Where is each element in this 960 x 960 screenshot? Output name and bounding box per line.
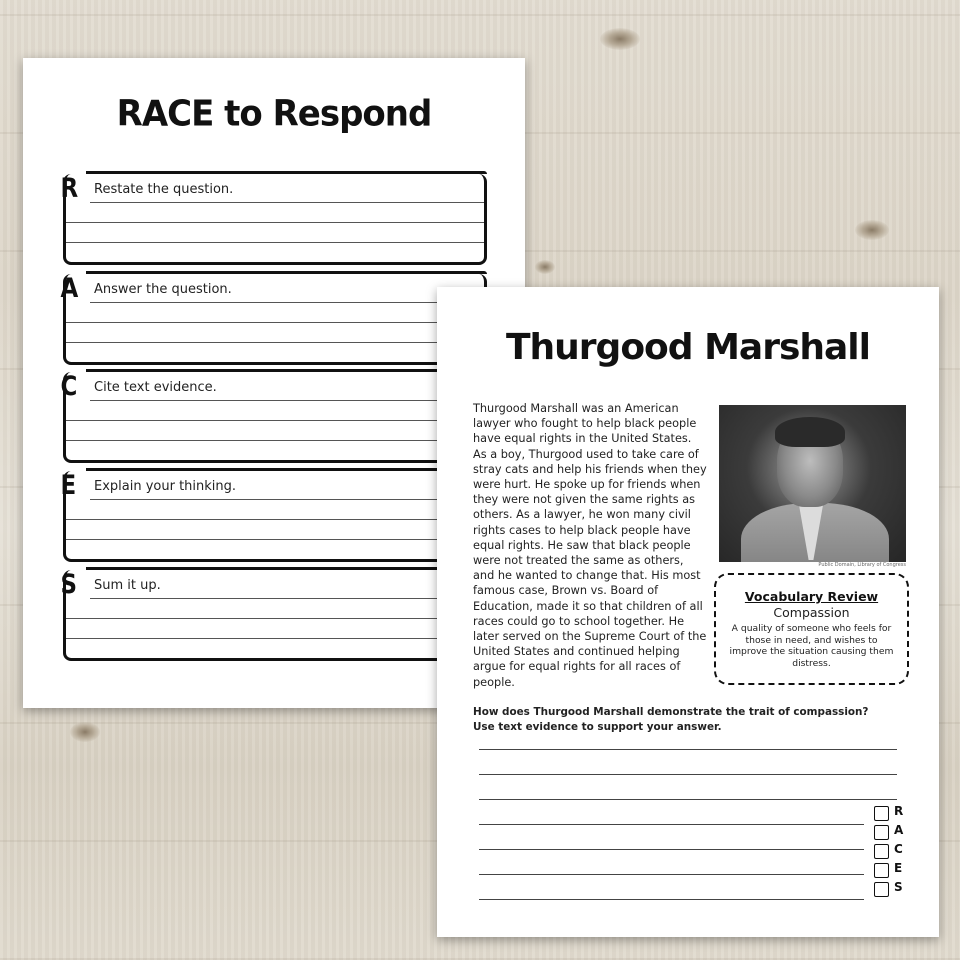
race-answer-box: [60, 173, 487, 265]
race-step-prompt: Sum it up.: [94, 578, 161, 593]
race-step-letter: C: [60, 371, 78, 402]
writing-line: [90, 400, 484, 401]
wood-knot: [70, 722, 100, 742]
race-step-prompt: Restate the question.: [94, 182, 234, 197]
writing-line: [90, 499, 484, 500]
race-step-letter: S: [60, 569, 78, 600]
writing-line: [66, 638, 484, 639]
race-step-letter: A: [60, 273, 79, 304]
race-step-letter: E: [60, 470, 77, 501]
race-step-letter: R: [60, 173, 79, 204]
checkbox[interactable]: [874, 844, 889, 859]
writing-line: [66, 342, 484, 343]
vocabulary-review-box: [714, 573, 909, 685]
biography-title: Thurgood Marshall: [505, 327, 870, 368]
response-question: [473, 705, 913, 735]
writing-line: [90, 302, 484, 303]
checkbox[interactable]: [874, 825, 889, 840]
race-step-prompt: Cite text evidence.: [94, 380, 217, 395]
answer-line: [479, 849, 864, 850]
race-step-prompt: Explain your thinking.: [94, 479, 237, 494]
writing-line: [66, 519, 484, 520]
race-answer-box: [60, 371, 487, 463]
biography-text: Thurgood Marshall was an American lawyer who fought to help black people have equal rights in the United States. As a boy, Thurgood used to take care of stray cats and help his friends when they were hurt. He spoke up for friends when they were not given the same rights as others. As a lawyer, he won many civil rights cases to help black people have equal rights. He saw that black people were not treated the same as others, and he wanted to change that. His most famous case, Brown vs. Board of Education, made it so that children of all races could go to school together. He later served on the Supreme Court of the United States and continued helping argue for equal rights for all races of people.: [473, 402, 707, 689]
checklist-letter: E: [894, 861, 903, 875]
wood-knot: [855, 220, 889, 240]
writing-line: [66, 222, 484, 223]
answer-line: [479, 899, 864, 900]
race-worksheet-title: RACE to Respond: [116, 93, 432, 135]
writing-line: [90, 202, 484, 203]
answer-line: [479, 749, 897, 750]
answer-line: [479, 824, 864, 825]
checkbox[interactable]: [874, 863, 889, 878]
biography-worksheet-page: [437, 287, 939, 937]
race-answer-box: [60, 470, 487, 562]
wood-knot: [600, 28, 640, 50]
writing-line: [66, 539, 484, 540]
checklist-letter: S: [894, 880, 903, 894]
checklist-letter: R: [894, 804, 904, 818]
race-answer-box: [60, 273, 487, 365]
answer-line: [479, 874, 864, 875]
question-line: How does Thurgood Marshall demonstrate the trait of compassion?: [473, 706, 869, 718]
checkbox[interactable]: [874, 882, 889, 897]
checklist-letter: C: [894, 842, 903, 856]
writing-line: [66, 440, 484, 441]
wood-knot: [535, 260, 555, 274]
writing-line: [66, 420, 484, 421]
answer-line: [479, 799, 897, 800]
checkbox[interactable]: [874, 806, 889, 821]
race-step-e: [59, 471, 485, 563]
writing-line: [66, 618, 484, 619]
question-instruction: Use text evidence to support your answer.: [473, 721, 722, 733]
writing-line: [66, 322, 484, 323]
race-step-r: [59, 174, 485, 266]
portrait-photo: [719, 405, 906, 562]
vocabulary-heading: Vocabulary Review: [744, 589, 879, 604]
answer-line: [479, 774, 897, 775]
vocabulary-definition: A quality of someone who feels for those in need, and wishes to improve the situation causing them distress.: [729, 623, 894, 669]
race-step-prompt: Answer the question.: [94, 282, 232, 297]
checklist-letter: A: [894, 823, 904, 837]
race-answer-box: [60, 569, 487, 661]
vocabulary-word: Compassion: [773, 605, 850, 620]
race-step-c: [59, 372, 485, 464]
writing-line: [66, 242, 484, 243]
photo-credit: Public Domain, Library of Congress: [818, 562, 906, 568]
race-step-a: [59, 274, 485, 366]
writing-line: [90, 598, 484, 599]
race-step-s: [59, 570, 485, 662]
